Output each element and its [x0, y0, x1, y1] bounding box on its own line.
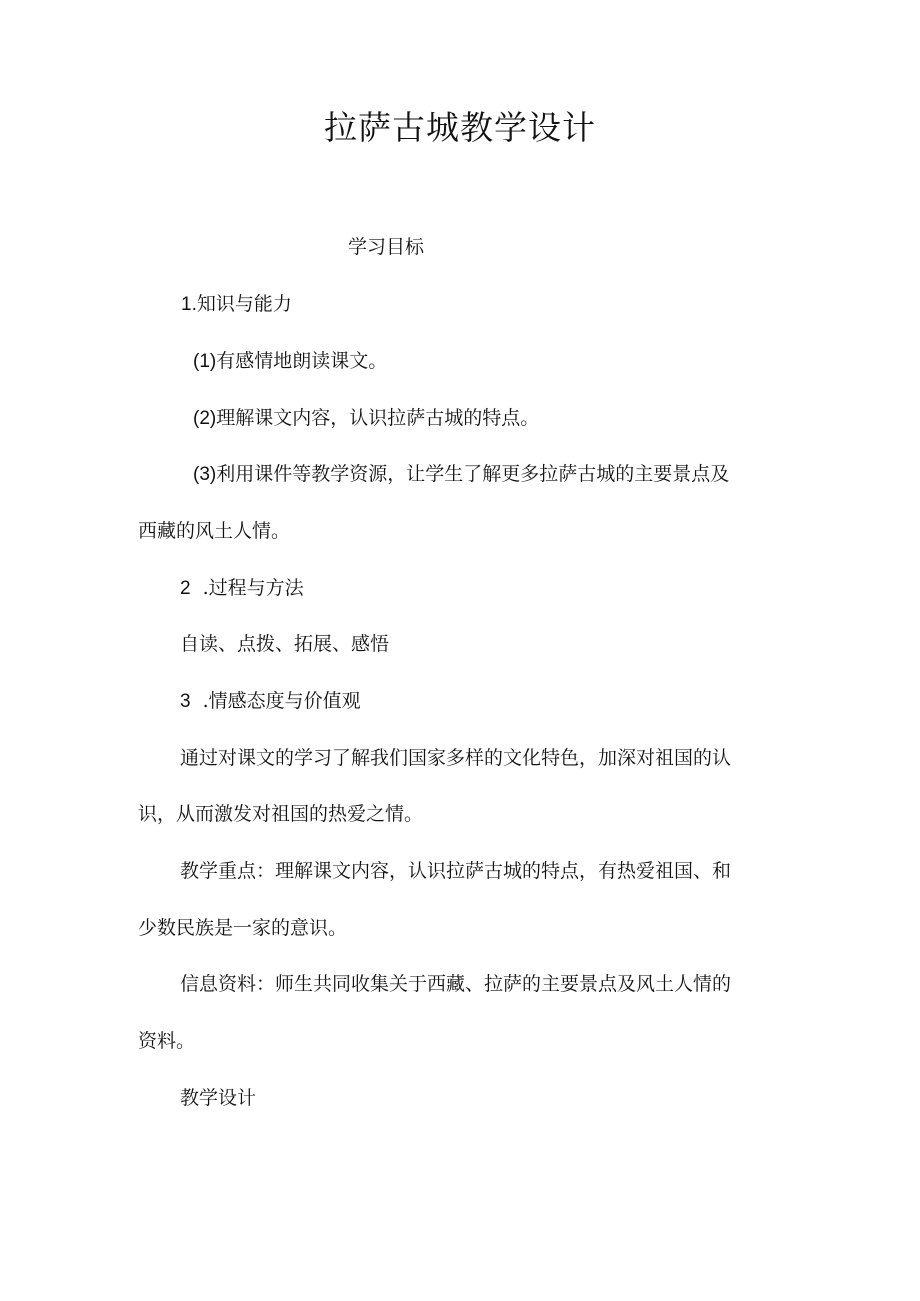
goal-2-content: 自读、点拨、拓展、感悟: [180, 633, 390, 655]
goal-2-label: .过程与方法: [202, 577, 304, 599]
item-text: 利用课件等教学资源，让学生了解更多拉萨古城的主要景点及: [216, 463, 730, 485]
goal-3-label: .情感态度与价值观: [202, 690, 361, 712]
goal-2-heading: [180, 576, 304, 601]
goal-3-heading: [180, 689, 361, 714]
goal-1-item-2: [193, 406, 539, 431]
goal-1-item-3-continuation: 西藏的风土人情。: [138, 520, 291, 542]
item-number: (1): [193, 351, 217, 372]
goal-1-heading: [181, 292, 292, 317]
goal-2-number: 2: [180, 578, 191, 599]
goal-1-item-3: [193, 462, 729, 487]
document-title: 拉萨古城教学设计: [324, 108, 596, 147]
goal-1-number: 1.: [181, 294, 197, 315]
goal-1-item-1: [193, 349, 387, 374]
key-points-line-1: 教学重点：理解课文内容，认识拉萨古城的特点，有热爱祖国、和: [180, 860, 732, 882]
goal-3-content-line-1: 通过对课文的学习了解我们国家多样的文化特色，加深对祖国的认: [180, 747, 732, 769]
section-heading-learning-goals: 学习目标: [348, 236, 425, 258]
key-points-line-2: 少数民族是一家的意识。: [138, 917, 348, 939]
item-text: 有感情地朗读课文。: [216, 350, 388, 372]
teaching-design-heading: 教学设计: [180, 1087, 257, 1109]
goal-3-number: 3: [180, 691, 191, 712]
goal-1-label: 知识与能力: [196, 293, 292, 315]
info-line-2: 资料。: [138, 1030, 196, 1052]
info-line-1: 信息资料：师生共同收集关于西藏、拉萨的主要景点及风土人情的: [180, 973, 732, 995]
item-number: (2): [193, 408, 217, 429]
item-text: 理解课文内容，认识拉萨古城的特点。: [216, 407, 540, 429]
item-number: (3): [193, 464, 217, 485]
goal-3-content-line-2: 识，从而激发对祖国的热爱之情。: [138, 803, 424, 825]
